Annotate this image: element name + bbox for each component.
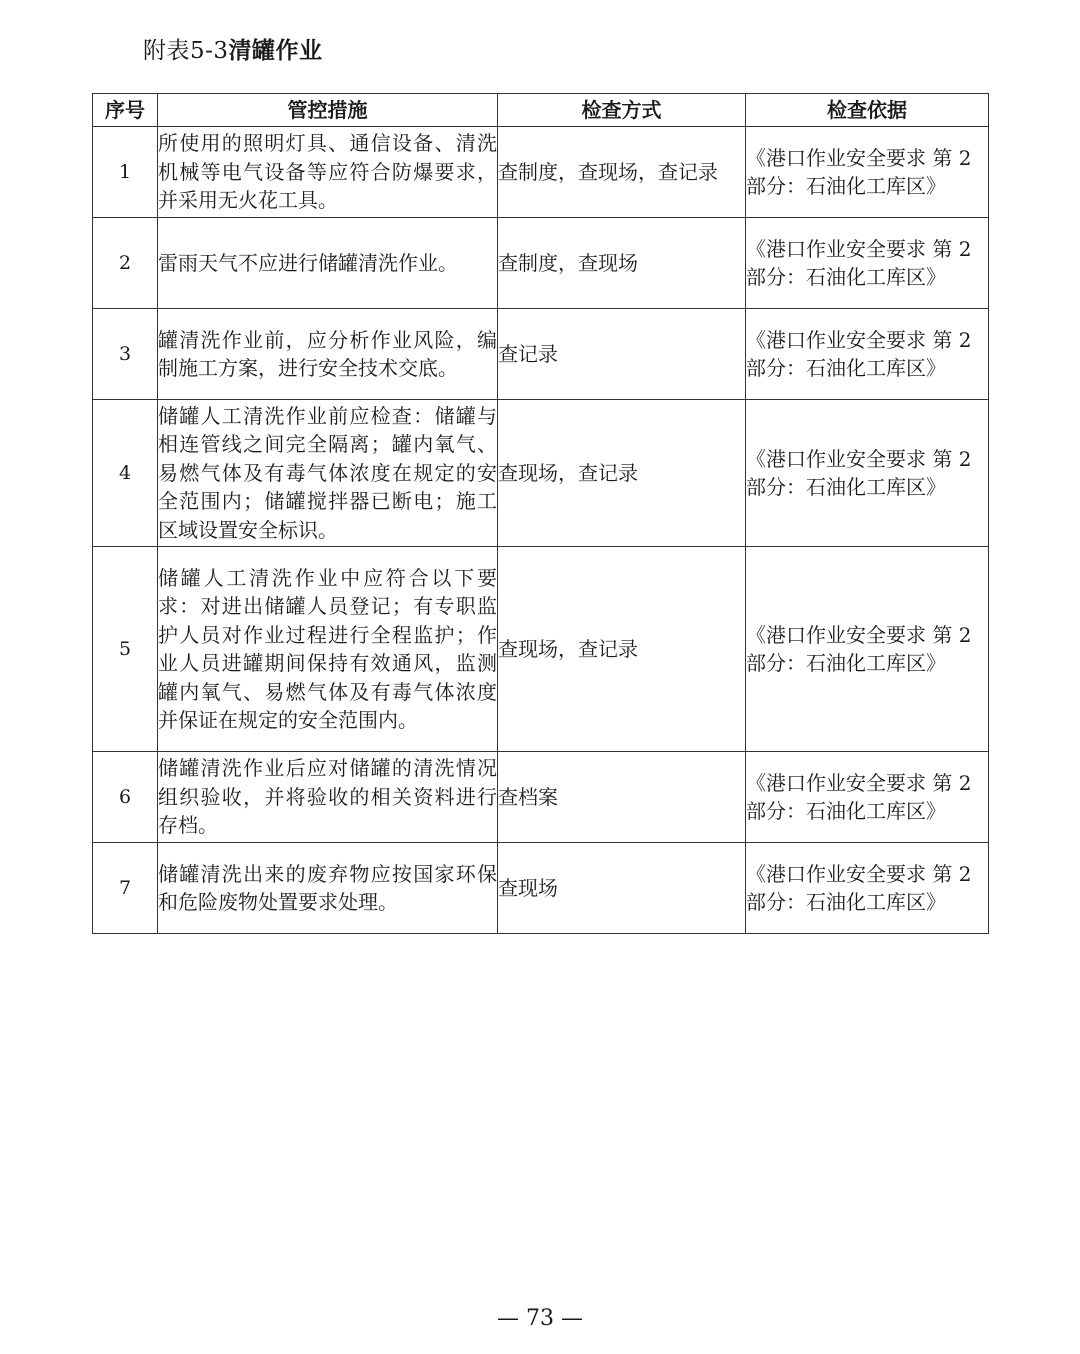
table-row — [93, 127, 989, 218]
table-row — [93, 309, 989, 400]
row-basis: 《港口作业安全要求 第 2 部分：石油化工库区》 — [746, 752, 989, 843]
table-row — [93, 752, 989, 843]
row-method: 查制度，查现场 — [498, 218, 746, 309]
row-number: 6 — [93, 752, 158, 843]
header-basis: 检查依据 — [746, 94, 989, 127]
row-number: 1 — [93, 127, 158, 218]
row-number: 3 — [93, 309, 158, 400]
row-basis: 《港口作业安全要求 第 2 部分：石油化工库区》 — [746, 400, 989, 547]
row-basis: 《港口作业安全要求 第 2 部分：石油化工库区》 — [746, 127, 989, 218]
row-number: 7 — [93, 843, 158, 934]
row-number: 5 — [93, 547, 158, 752]
row-measure: 雷雨天气不应进行储罐清洗作业。 — [158, 218, 498, 309]
page-title — [143, 32, 323, 65]
row-measure: 储罐人工清洗作业前应检查：储罐与相连管线之间完全隔离；罐内氧气、易燃气体及有毒气体浓度在规定的安全范围内；储罐搅拌器已断电；施工区域设置安全标识。 — [158, 400, 498, 547]
row-number: 4 — [93, 400, 158, 547]
page-number-footer: — 73 — — [497, 1306, 583, 1331]
row-measure: 储罐清洗出来的废弃物应按国家环保和危险废物处置要求处理。 — [158, 843, 498, 934]
row-basis: 《港口作业安全要求 第 2 部分：石油化工库区》 — [746, 309, 989, 400]
title-prefix: 附表5-3 — [143, 38, 229, 64]
row-measure: 储罐人工清洗作业中应符合以下要求：对进出储罐人员登记；有专职监护人员对作业过程进行全程监护；作业人员进罐期间保持有效通风，监测罐内氧气、易燃气体及有毒气体浓度并保证在规定的安全范围内。 — [158, 547, 498, 752]
row-measure: 罐清洗作业前，应分析作业风险，编制施工方案，进行安全技术交底。 — [158, 309, 498, 400]
table-header-row — [93, 94, 989, 127]
header-measure: 管控措施 — [158, 94, 498, 127]
table-row — [93, 218, 989, 309]
row-basis: 《港口作业安全要求 第 2 部分：石油化工库区》 — [746, 547, 989, 752]
title-bold-part: 清罐作业 — [228, 38, 323, 64]
row-number: 2 — [93, 218, 158, 309]
row-basis: 《港口作业安全要求 第 2 部分：石油化工库区》 — [746, 218, 989, 309]
table-row — [93, 843, 989, 934]
table-row — [93, 400, 989, 547]
table-row — [93, 547, 989, 752]
row-method: 查现场，查记录 — [498, 547, 746, 752]
control-measures-table — [92, 93, 989, 934]
row-method: 查现场，查记录 — [498, 400, 746, 547]
row-method: 查记录 — [498, 309, 746, 400]
row-measure: 所使用的照明灯具、通信设备、清洗机械等电气设备等应符合防爆要求，并采用无火花工具。 — [158, 127, 498, 218]
row-method: 查现场 — [498, 843, 746, 934]
row-method: 查档案 — [498, 752, 746, 843]
row-measure: 储罐清洗作业后应对储罐的清洗情况组织验收，并将验收的相关资料进行存档。 — [158, 752, 498, 843]
row-basis: 《港口作业安全要求 第 2 部分：石油化工库区》 — [746, 843, 989, 934]
header-no: 序号 — [93, 94, 158, 127]
row-method: 查制度，查现场，查记录 — [498, 127, 746, 218]
header-method: 检查方式 — [498, 94, 746, 127]
